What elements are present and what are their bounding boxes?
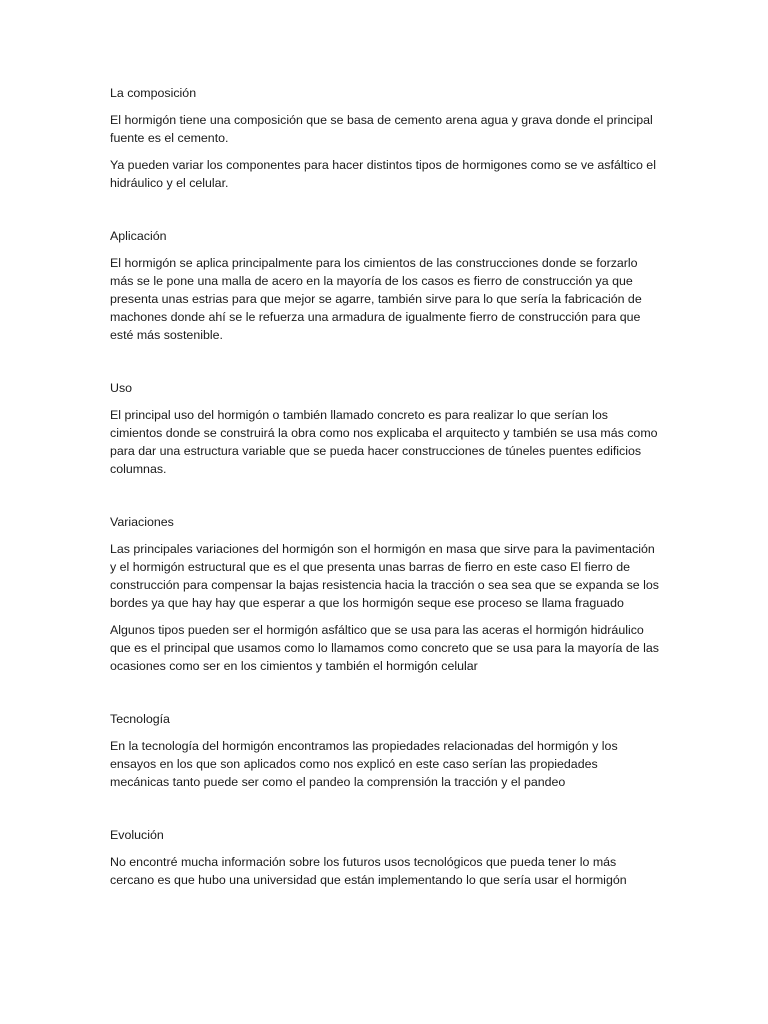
paragraph: Algunos tipos pueden ser el hormigón asfáltico que se usa para las aceras el hormigón hidráulico que es el principal que usamos como lo llamamos como concreto que se usa para la mayoría de las ocasiones como ser en los cimientos y también el hormigón celular [110, 623, 659, 673]
paragraph: No encontré mucha información sobre los futuros usos tecnológicos que pueda tener lo más cercano es que hubo una universidad que están implementando lo que sería usar el hormigón [110, 855, 627, 887]
paragraph: Las principales variaciones del hormigón son el hormigón en masa que sirve para la pavimentación y el hormigón estructural que es el que presenta unas barras de fierro en este caso El fierro de construcción para compensar la bajas resistencia hacia la tracción o sea sea que se expanda se los bordes ya que hay hay que esperar a que los hormigón seque ese proceso se llama fraguado [110, 542, 659, 610]
section-heading: Tecnología [110, 712, 170, 726]
section-heading: La composición [110, 86, 197, 100]
section-heading: Evolución [110, 828, 164, 842]
paragraph: El principal uso del hormigón o también llamado concreto es para realizar lo que serían los cimientos donde se construirá la obra como nos explicaba el arquitecto y también se usa más como para dar una estructura variable que se pueda hacer construcciones de túneles puentes edificios columnas. [110, 408, 658, 476]
section-heading: Aplicación [110, 229, 167, 243]
paragraph: En la tecnología del hormigón encontramos las propiedades relacionadas del hormigón y los ensayos en los que son aplicados como nos explicó en este caso serían las propiedades mecánicas tanto puede ser como el pandeo la comprensión la tracción y el pandeo [110, 739, 618, 789]
section-aplicacion [110, 227, 660, 344]
paragraph: El hormigón se aplica principalmente para los cimientos de las construcciones donde se forzarlo más se le pone una malla de acero en la mayoría de los casos es fierro de construcción ya que presenta unas estrias para que mejor se agarre, también sirve para lo que sería la fabricación de machones donde ahí se le refuerza una armadura de igualmente fierro de construcción para que esté más sostenible. [110, 256, 642, 342]
section-variaciones [110, 513, 660, 675]
section-composicion [110, 84, 660, 192]
section-heading: Uso [110, 381, 133, 395]
section-tecnologia [110, 710, 660, 791]
paragraph: El hormigón tiene una composición que se basa de cemento arena agua y grava donde el principal fuente es el cemento. [110, 113, 653, 145]
section-uso [110, 379, 660, 478]
section-evolucion [110, 826, 660, 889]
paragraph: Ya pueden variar los componentes para hacer distintos tipos de hormigones como se ve asfáltico el hidráulico y el celular. [110, 158, 656, 190]
section-heading: Variaciones [110, 515, 174, 529]
document-page [110, 84, 660, 924]
